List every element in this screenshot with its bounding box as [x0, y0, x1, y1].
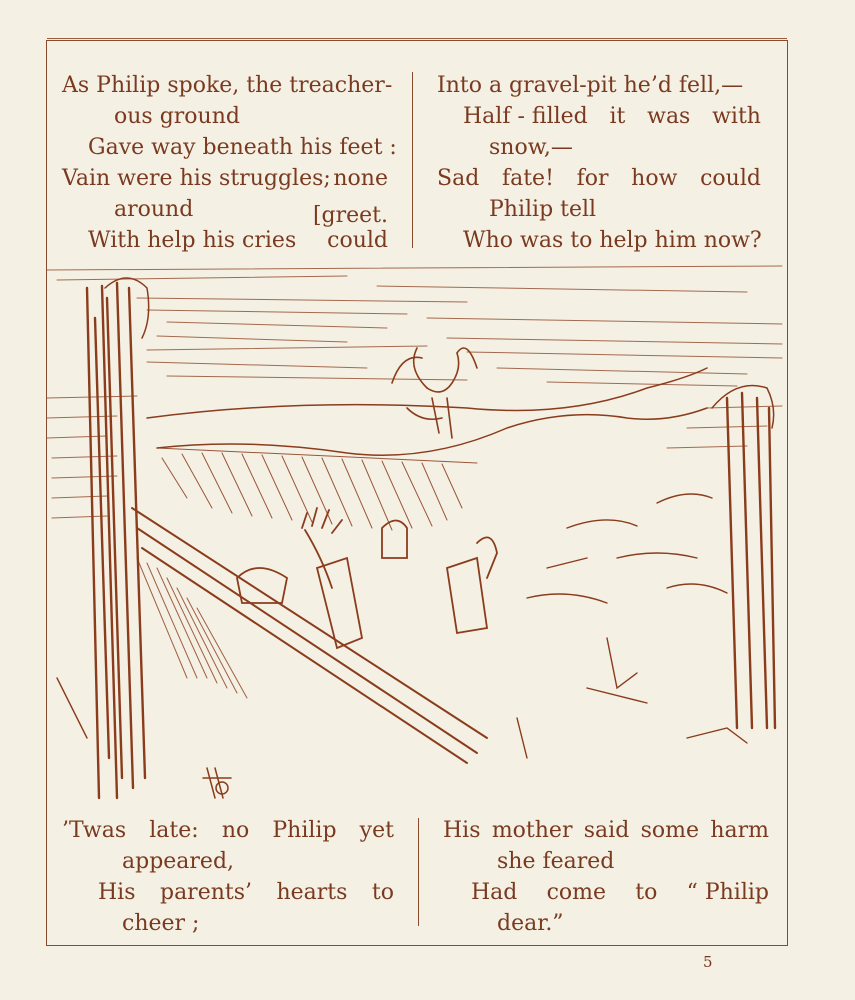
verse-line: As Philip spoke, the treacher- [62, 73, 393, 98]
verse-word: His [98, 880, 136, 905]
verse-line: snow,— [489, 135, 573, 160]
verse-word: hearts [276, 880, 348, 905]
verse-word: ’Twas [62, 818, 127, 843]
verse-line [437, 101, 761, 132]
verse-line: Who was to help him now? [463, 228, 762, 253]
verse-word: Vain were his struggles; [62, 166, 331, 191]
verse-word: come [546, 880, 607, 905]
column-divider-bottom [418, 818, 419, 926]
verse-word: said [583, 818, 630, 843]
verse-word: fate! [501, 166, 554, 191]
verse-word: mother [491, 818, 573, 843]
verse-line: appeared, [122, 849, 235, 874]
verse-line: cheer ; [122, 911, 200, 936]
verse-word: Philip [272, 818, 337, 843]
verse-line [443, 877, 769, 908]
verse-line: Gave way beneath his feet : [88, 135, 397, 160]
verse-top-right [437, 70, 761, 256]
verse-word: Had [471, 880, 518, 905]
verse-word: how [631, 166, 678, 191]
verse-line: Into a gravel-pit he’d fell,— [437, 73, 744, 98]
verse-word: could [327, 228, 388, 253]
verse-word: was [647, 104, 691, 129]
verse-line: Philip tell [489, 197, 597, 222]
verse-line [443, 815, 769, 846]
verse-line: dear.” [497, 911, 564, 936]
verse-top-left [62, 70, 397, 256]
verse-word: His [443, 818, 481, 843]
verse-line [62, 194, 388, 228]
verse-word: some [640, 818, 700, 843]
page-number: 5 [703, 953, 713, 971]
verse-word: Half - filled [463, 104, 588, 129]
verse-line: ous ground [114, 104, 240, 129]
verse-line [62, 815, 394, 846]
verse-line [437, 163, 761, 194]
verse-word: for [576, 166, 609, 191]
verse-word: harm [710, 818, 769, 843]
verse-word: late: [149, 818, 199, 843]
verse-word: “ Philip [686, 880, 769, 905]
verse-bottom-right [443, 815, 769, 939]
column-divider-top [412, 72, 413, 248]
verse-word: with [712, 104, 761, 129]
verse-word: parents’ [159, 880, 253, 905]
verse-line [62, 877, 394, 908]
verse-bottom-left [62, 815, 394, 939]
verse-word: yet [359, 818, 394, 843]
verse-word: Sad [437, 166, 480, 191]
verse-word: could [700, 166, 761, 191]
verse-word: to [371, 880, 394, 905]
verse-word: no [221, 818, 250, 843]
verse-word: it [609, 104, 626, 129]
verse-line: she feared [497, 849, 615, 874]
verse-word: With help his cries [88, 228, 297, 253]
verse-word: to [635, 880, 658, 905]
verse-word: around [114, 197, 194, 222]
illustration-snow-scene [47, 258, 784, 810]
verse-word: [greet. [312, 203, 388, 228]
verse-line [62, 163, 388, 194]
verse-word: none [333, 166, 388, 191]
